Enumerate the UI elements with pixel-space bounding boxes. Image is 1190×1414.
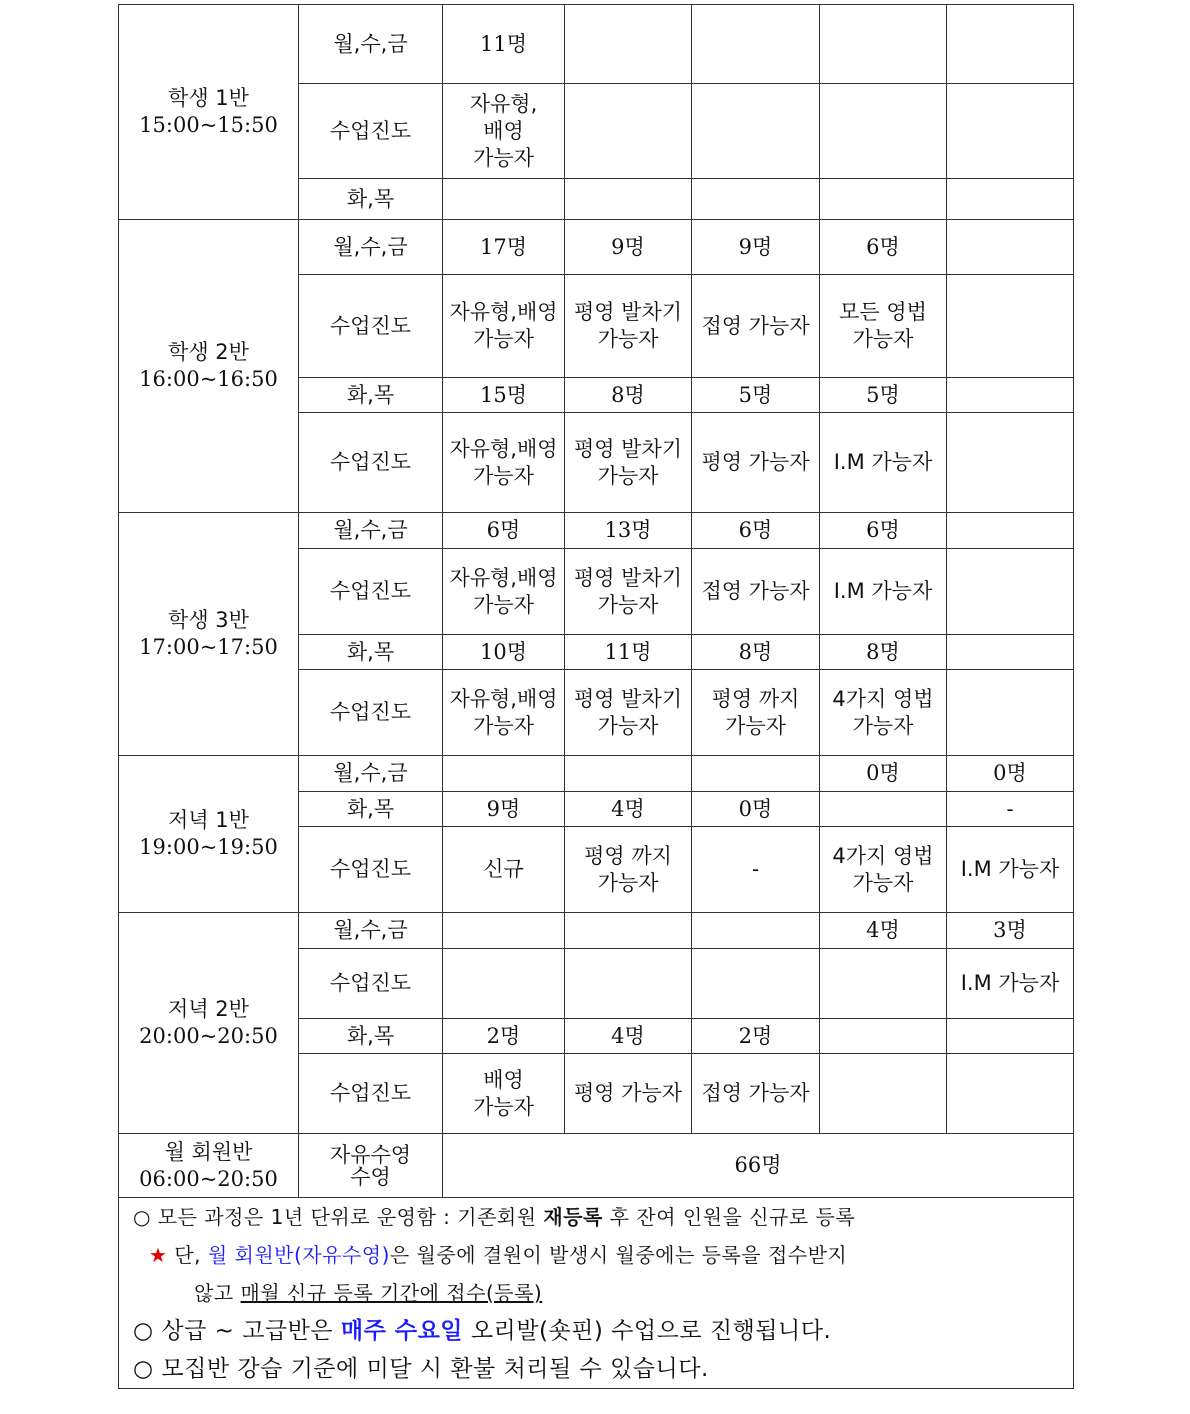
table-cell: 0명 [947, 756, 1074, 792]
table-cell: 9명 [443, 792, 565, 827]
row-label: 화,목 [299, 179, 443, 220]
table-cell: 15명 [443, 378, 565, 413]
table-cell: 5명 [820, 378, 947, 413]
table-cell: I.M 가능자 [947, 827, 1074, 913]
class-time: 19:00~19:50 [139, 835, 278, 859]
table-cell: 13명 [565, 513, 692, 549]
class-name: 학생 2반 [168, 340, 249, 364]
table-cell [565, 949, 692, 1019]
table-cell [692, 949, 820, 1019]
table-cell [565, 756, 692, 792]
table-cell [443, 756, 565, 792]
table-cell [692, 179, 820, 220]
class-time: 15:00~15:50 [139, 113, 278, 137]
class-name-cell [119, 756, 299, 913]
table-cell: 평영 발차기 가능자 [565, 549, 692, 635]
table-cell [947, 275, 1074, 378]
table-cell: 평영 까지 가능자 [692, 670, 820, 756]
table-cell: 6명 [692, 513, 820, 549]
class-schedule-table [118, 4, 1074, 1389]
note-line [119, 1198, 1073, 1236]
table-cell: 0명 [692, 792, 820, 827]
table-cell: 배영 가능자 [443, 1054, 565, 1134]
table-cell: 6명 [820, 513, 947, 549]
table-cell: 5명 [692, 378, 820, 413]
table-cell [820, 84, 947, 179]
table-cell: I.M 가능자 [820, 549, 947, 635]
table-cell [947, 513, 1074, 549]
table-cell: 6명 [820, 220, 947, 275]
table-cell: 평영 가능자 [692, 413, 820, 513]
row-label: 화,목 [299, 635, 443, 670]
class-name: 학생 3반 [168, 608, 249, 632]
table-cell [692, 756, 820, 792]
row-label: 화,목 [299, 1019, 443, 1054]
row-label: 화,목 [299, 378, 443, 413]
row-label: 화,목 [299, 792, 443, 827]
table-cell: 4명 [565, 1019, 692, 1054]
table-cell [947, 549, 1074, 635]
note-line [119, 1312, 1073, 1350]
table-row [119, 756, 1074, 792]
note-highlight: 매주 수요일 [340, 1318, 464, 1344]
row-label: 수업진도 [299, 84, 443, 179]
note-line [119, 1236, 1073, 1274]
table-cell: 8명 [820, 635, 947, 670]
table-cell: 접영 가능자 [692, 275, 820, 378]
class-time: 17:00~17:50 [139, 635, 278, 659]
row-label: 월,수,금 [299, 5, 443, 84]
note-line [119, 1274, 1073, 1312]
table-cell [947, 179, 1074, 220]
table-cell [947, 413, 1074, 513]
row-label: 수업진도 [299, 670, 443, 756]
table-cell: 자유형,배영 가능자 [443, 275, 565, 378]
class-time: 20:00~20:50 [139, 1024, 278, 1048]
table-cell [565, 179, 692, 220]
table-cell [443, 179, 565, 220]
table-cell [565, 5, 692, 84]
table-cell: I.M 가능자 [820, 413, 947, 513]
class-name: 학생 1반 [168, 86, 249, 110]
table-cell: 4가지 영법 가능자 [820, 827, 947, 913]
notes-cell [119, 1198, 1074, 1389]
table-row [119, 913, 1074, 949]
table-cell: I.M 가능자 [947, 949, 1074, 1019]
table-cell: 평영 발차기 가능자 [565, 670, 692, 756]
table-cell: 자유형, 배영 가능자 [443, 84, 565, 179]
row-label: 자유수영 수영 [299, 1134, 443, 1198]
table-cell [820, 5, 947, 84]
table-cell [947, 84, 1074, 179]
table-cell [565, 913, 692, 949]
table-cell [820, 949, 947, 1019]
row-label: 월,수,금 [299, 513, 443, 549]
table-cell: 0명 [820, 756, 947, 792]
row-label: 수업진도 [299, 275, 443, 378]
table-cell: 3명 [947, 913, 1074, 949]
note-text: 은 월중에 결원이 발생시 월중에는 등록을 접수받지 [389, 1243, 848, 1267]
note-text: 단, [167, 1243, 208, 1267]
table-cell [820, 792, 947, 827]
note-text: ○ 모집반 강습 기준에 미달 시 환불 처리될 수 있습니다. [133, 1356, 709, 1382]
table-cell [820, 179, 947, 220]
class-time: 06:00~20:50 [139, 1166, 278, 1191]
row-label: 월,수,금 [299, 913, 443, 949]
class-name: 저녁 2반 [168, 997, 249, 1021]
table-cell: - [947, 792, 1074, 827]
table-cell: 4명 [820, 913, 947, 949]
row-label: 수업진도 [299, 949, 443, 1019]
table-cell [947, 5, 1074, 84]
table-cell [947, 635, 1074, 670]
class-time: 16:00~16:50 [139, 367, 278, 391]
table-cell [692, 84, 820, 179]
table-cell: 10명 [443, 635, 565, 670]
table-cell [692, 5, 820, 84]
member-count: 66명 [443, 1134, 1074, 1198]
class-name: 월 회원반 [164, 1139, 253, 1164]
table-cell [947, 670, 1074, 756]
notes-row [119, 1198, 1074, 1389]
class-name-cell [119, 220, 299, 513]
table-cell: 9명 [565, 220, 692, 275]
row-label: 월,수,금 [299, 756, 443, 792]
table-cell: 접영 가능자 [692, 549, 820, 635]
table-cell [565, 84, 692, 179]
note-text: 오리발(숏핀) 수업으로 진행됩니다. [463, 1318, 832, 1344]
class-name-cell [119, 913, 299, 1134]
table-row [119, 5, 1074, 84]
class-name: 저녁 1반 [168, 808, 249, 832]
table-cell: 자유형,배영 가능자 [443, 549, 565, 635]
class-name-cell [119, 5, 299, 220]
class-name-cell [119, 1134, 299, 1198]
table-cell: 17명 [443, 220, 565, 275]
note-text: 않고 [194, 1281, 241, 1305]
table-cell: 평영 발차기 가능자 [565, 275, 692, 378]
table-cell: 8명 [692, 635, 820, 670]
row-label: 수업진도 [299, 413, 443, 513]
table-cell [820, 1054, 947, 1134]
table-cell [692, 913, 820, 949]
note-text: ○ 상급 ~ 고급반은 [133, 1318, 341, 1344]
table-cell: 4명 [565, 792, 692, 827]
note-text: 후 잔여 인원을 신규로 등록 [602, 1205, 856, 1229]
note-emphasis: 재등록 [543, 1205, 603, 1229]
note-text: ○ 모든 과정은 1년 단위로 운영함 : 기존회원 [133, 1205, 544, 1229]
table-cell [443, 913, 565, 949]
table-cell: 4가지 영법 가능자 [820, 670, 947, 756]
note-underline: 매월 신규 등록 기간에 접수(등록) [240, 1281, 543, 1305]
table-cell [820, 1019, 947, 1054]
table-cell [947, 378, 1074, 413]
table-cell: 모든 영법 가능자 [820, 275, 947, 378]
table-cell [947, 1054, 1074, 1134]
table-cell [443, 949, 565, 1019]
row-label: 수업진도 [299, 549, 443, 635]
row-label: 수업진도 [299, 827, 443, 913]
row-label: 월,수,금 [299, 220, 443, 275]
table-cell: 평영 발차기 가능자 [565, 413, 692, 513]
table-cell [947, 220, 1074, 275]
table-cell: 2명 [443, 1019, 565, 1054]
table-cell: 접영 가능자 [692, 1054, 820, 1134]
table-row [119, 1134, 1074, 1198]
table-row [119, 220, 1074, 275]
table-cell: 평영 가능자 [565, 1054, 692, 1134]
table-cell: 2명 [692, 1019, 820, 1054]
table-row [119, 513, 1074, 549]
note-line [119, 1350, 1073, 1388]
table-cell: 11명 [565, 635, 692, 670]
table-cell: 8명 [565, 378, 692, 413]
table-cell: 9명 [692, 220, 820, 275]
note-highlight: 월 회원반(자유수영) [207, 1243, 390, 1267]
star-icon: ★ [149, 1243, 168, 1267]
table-cell [947, 1019, 1074, 1054]
table-cell: 신규 [443, 827, 565, 913]
table-cell: 평영 까지 가능자 [565, 827, 692, 913]
class-name-cell [119, 513, 299, 756]
table-cell: 6명 [443, 513, 565, 549]
row-label: 수업진도 [299, 1054, 443, 1134]
table-cell: 11명 [443, 5, 565, 84]
table-cell: - [692, 827, 820, 913]
table-cell: 자유형,배영 가능자 [443, 413, 565, 513]
table-cell: 자유형,배영 가능자 [443, 670, 565, 756]
